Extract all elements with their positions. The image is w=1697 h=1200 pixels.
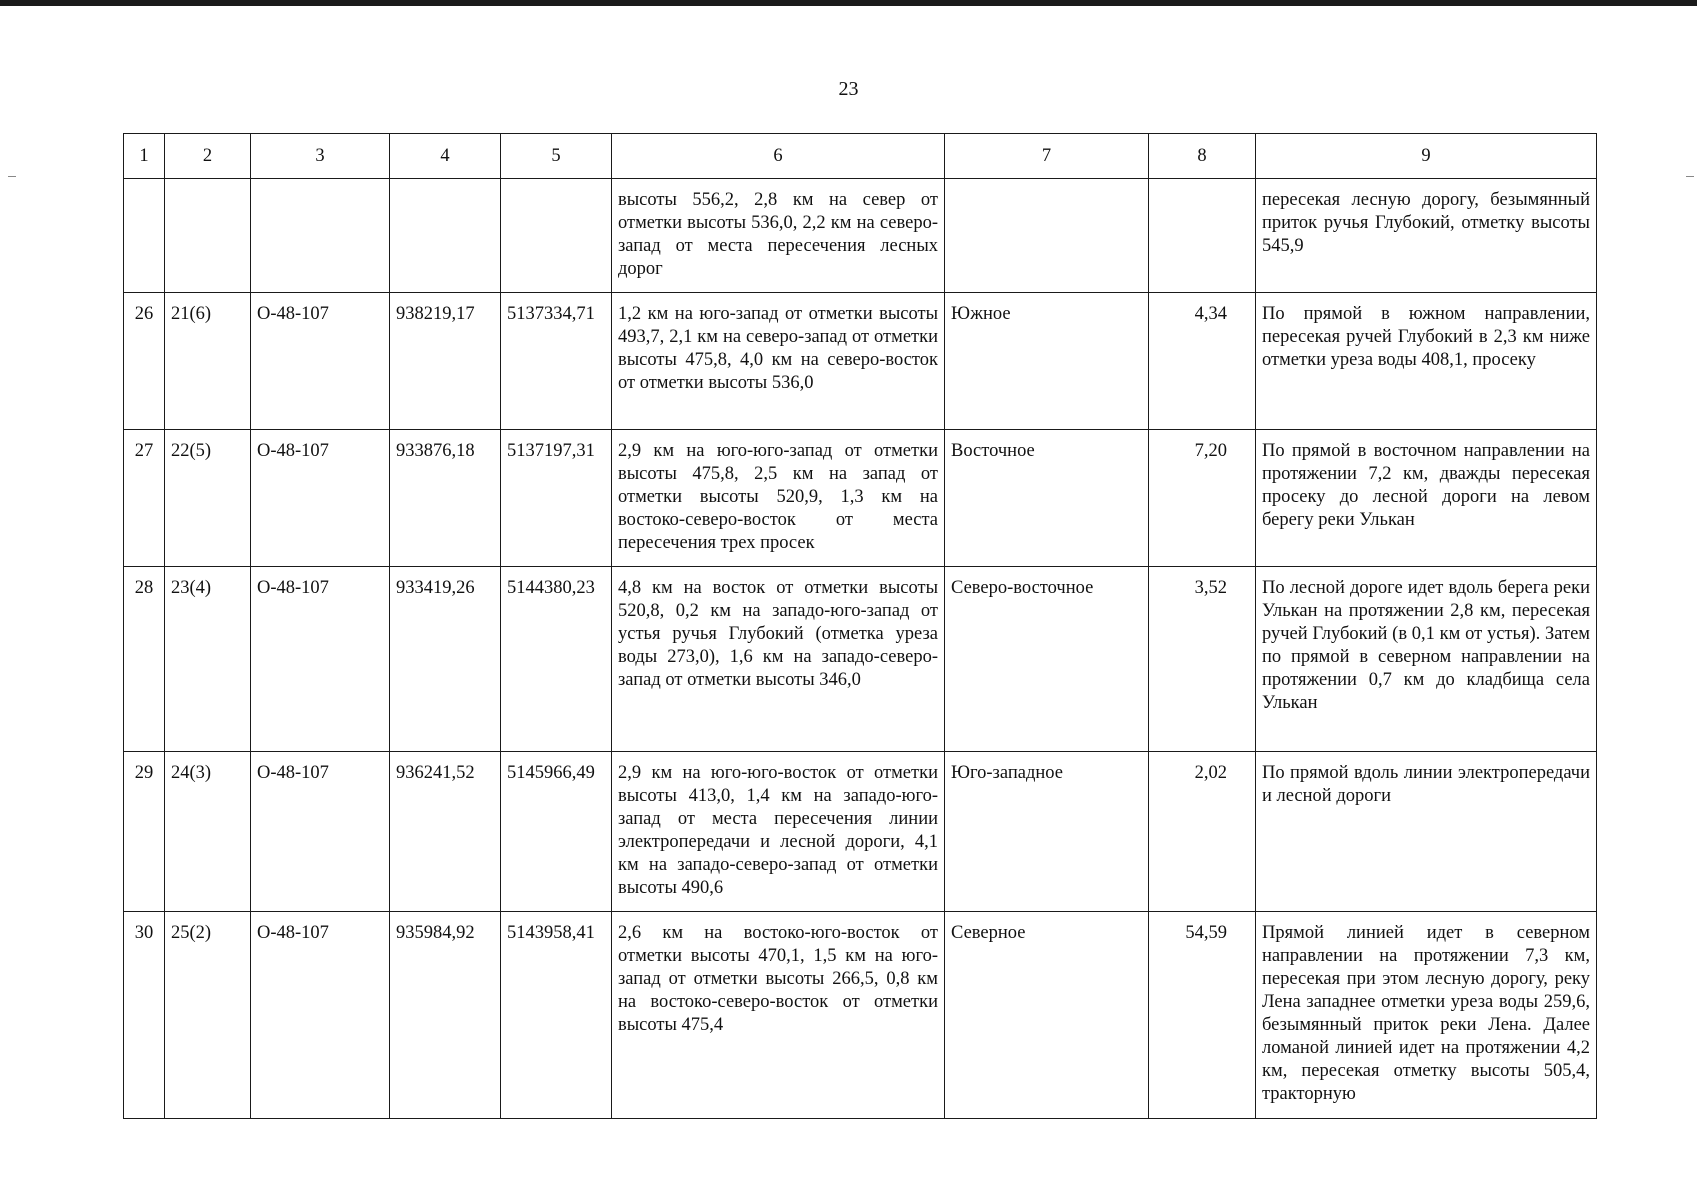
header-col-9: 9 (1256, 134, 1597, 179)
row-number: 26 (124, 293, 165, 430)
route-cell: По лесной дороге идет вдоль берега реки Улькан на протяжении 2,8 км, пересекая ручей Глубокий (в 0,1 км от устья). Затем по прямой в северном направлении на протяжении 0,7 км до кладбища села Улькан (1256, 567, 1597, 751)
sheet-cell: О-48-107 (251, 567, 390, 751)
x-coordinate-cell: 933419,26 (390, 567, 501, 751)
description-cell: 2,9 км на юго-юго-запад от отметки высоты 475,8, 2,5 км на запад от отметки высоты 520,9, 1,3 км на востоко-северо-восток от места пересечения трех просек (612, 430, 945, 567)
point-cell: 23(4) (165, 567, 251, 751)
header-col-6: 6 (612, 134, 945, 179)
y-coordinate-cell: 5137197,31 (501, 430, 612, 567)
route-cell: По прямой в южном направлении, пересекая ручей Глубокий в 2,3 км ниже отметки уреза воды 408,1, просеку (1256, 293, 1597, 430)
point-cell: 21(6) (165, 293, 251, 430)
row-number: 29 (124, 751, 165, 911)
y-coordinate-cell: 5145966,49 (501, 751, 612, 911)
header-col-3: 3 (251, 134, 390, 179)
header-col-5: 5 (501, 134, 612, 179)
table-row (124, 751, 1597, 911)
sheet-cell: О-48-107 (251, 911, 390, 1118)
table-row (124, 430, 1597, 567)
x-coordinate-cell: 938219,17 (390, 293, 501, 430)
page-number: 23 (838, 78, 859, 100)
length-cell: 54,59 (1149, 911, 1256, 1118)
header-col-8: 8 (1149, 134, 1256, 179)
header-col-2: 2 (165, 134, 251, 179)
table-row (124, 293, 1597, 430)
continuation-row (124, 179, 1597, 293)
point-cell: 24(3) (165, 751, 251, 911)
description-cell: 2,9 км на юго-юго-восток от отметки высоты 413,0, 1,4 км на западо-юго-запад от места пересечения линии электропередачи и лесной дороги, 4,1 км на западо-северо-запад от отметки высоты 490,6 (612, 751, 945, 911)
x-coordinate-cell: 936241,52 (390, 751, 501, 911)
scan-edge (0, 0, 1697, 6)
direction-cell: Северное (945, 911, 1149, 1118)
direction-cell: Юго-западное (945, 751, 1149, 911)
scan-speck (8, 176, 16, 177)
x-coordinate-cell: 935984,92 (390, 911, 501, 1118)
length-cell: 2,02 (1149, 751, 1256, 911)
route-cell: По прямой в восточном направлении на протяжении 7,2 км, дважды пересекая просеку до лесной дороги на левом берегу реки Улькан (1256, 430, 1597, 567)
route-cell: Прямой линией идет в северном направлении на протяжении 7,3 км, пересекая при этом лесную дорогу, реку Лена западнее отметки уреза воды 259,6, безымянный приток реки Лена. Далее ломаной линией идет на протяжении 4,2 км, пересекая отметку высоты 505,4, тракторную (1256, 911, 1597, 1118)
scan-speck (1686, 176, 1694, 177)
boundary-table (123, 133, 1597, 1119)
header-col-1: 1 (124, 134, 165, 179)
header-col-4: 4 (390, 134, 501, 179)
route-cell: По прямой вдоль линии электропередачи и лесной дороги (1256, 751, 1597, 911)
point-cell: 22(5) (165, 430, 251, 567)
direction-cell: Восточное (945, 430, 1149, 567)
y-coordinate-cell: 5137334,71 (501, 293, 612, 430)
sheet-cell: О-48-107 (251, 751, 390, 911)
row-number: 28 (124, 567, 165, 751)
description-cell: 2,6 км на востоко-юго-восток от отметки высоты 470,1, 1,5 км на юго-запад от отметки высоты 266,5, 0,8 км на востоко-северо-восток от отметки высоты 475,4 (612, 911, 945, 1118)
direction-cell: Северо-восточное (945, 567, 1149, 751)
description-cell: 1,2 км на юго-запад от отметки высоты 493,7, 2,1 км на северо-запад от отметки высоты 475,8, 4,0 км на северо-восток от отметки высоты 536,0 (612, 293, 945, 430)
sheet-cell: О-48-107 (251, 293, 390, 430)
row-number: 27 (124, 430, 165, 567)
row-number: 30 (124, 911, 165, 1118)
route-cell: пересекая лесную дорогу, безымянный приток ручья Глубокий, отметку высоты 545,9 (1256, 179, 1597, 293)
y-coordinate-cell: 5144380,23 (501, 567, 612, 751)
table-row (124, 567, 1597, 751)
description-cell: высоты 556,2, 2,8 км на север от отметки высоты 536,0, 2,2 км на северо-запад от места пересечения лесных дорог (612, 179, 945, 293)
table-row (124, 911, 1597, 1118)
description-cell: 4,8 км на восток от отметки высоты 520,8, 0,2 км на западо-юго-запад от устья ручья Глубокий (отметка уреза воды 273,0), 1,6 км на западо-северо-запад от отметки высоты 346,0 (612, 567, 945, 751)
direction-cell: Южное (945, 293, 1149, 430)
y-coordinate-cell: 5143958,41 (501, 911, 612, 1118)
header-col-7: 7 (945, 134, 1149, 179)
sheet-cell: О-48-107 (251, 430, 390, 567)
length-cell: 7,20 (1149, 430, 1256, 567)
length-cell: 4,34 (1149, 293, 1256, 430)
length-cell: 3,52 (1149, 567, 1256, 751)
table-header-row (124, 134, 1597, 179)
x-coordinate-cell: 933876,18 (390, 430, 501, 567)
point-cell: 25(2) (165, 911, 251, 1118)
